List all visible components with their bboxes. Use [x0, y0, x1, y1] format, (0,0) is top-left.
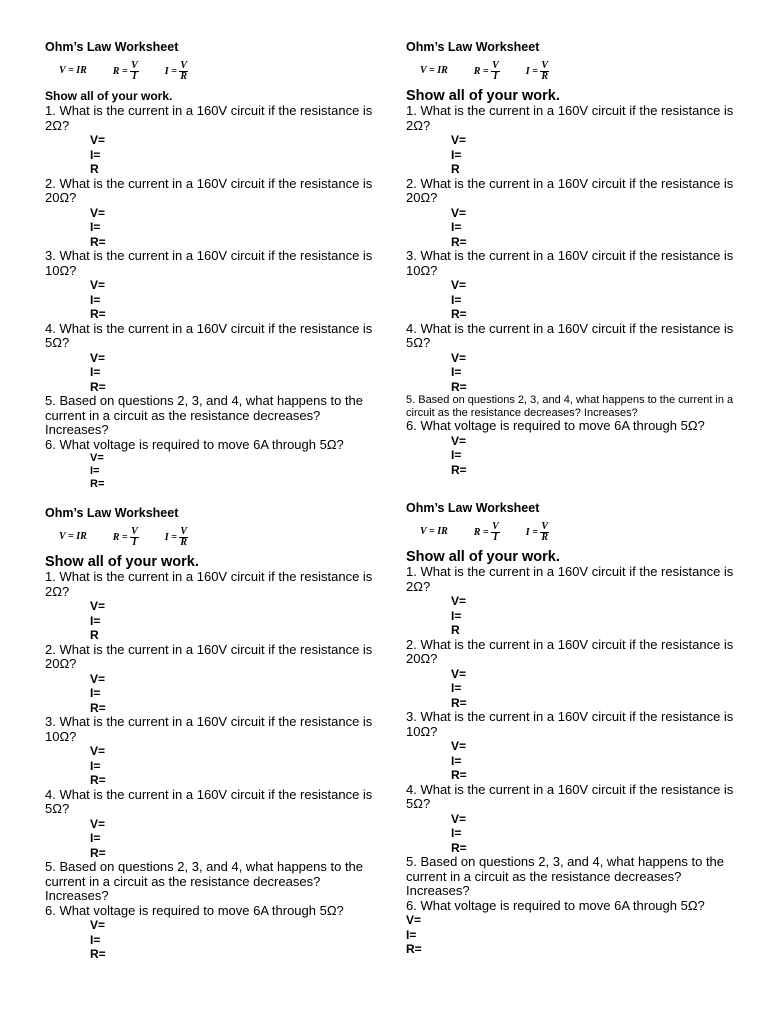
answer-label-v: V=: [451, 811, 467, 826]
answer-label-v: V=: [451, 205, 467, 220]
answer-label-r: R=: [451, 768, 467, 782]
formula-i: I = $\frac{V}{R}$: [164, 60, 188, 82]
worksheet-title: Ohm’s Law Worksheet: [45, 506, 179, 520]
answer-label-r: R=: [406, 942, 422, 956]
question-3: 3. What is the current in a 160V circuit if the resistance is 10Ω?: [406, 248, 734, 278]
question-4: 4. What is the current in a 160V circuit if the resistance is 5Ω?: [45, 786, 373, 816]
formula-row: [59, 525, 385, 551]
answer-label-i: I=: [451, 681, 462, 695]
formula-r: R = $\frac{V}{I}$: [473, 521, 499, 543]
question-1: 1. What is the current in a 160V circuit if the resistance is 2Ω?: [45, 569, 373, 599]
question-2: 2. What is the current in a 160V circuit if the resistance is 20Ω?: [45, 641, 373, 671]
answer-label-i: I=: [90, 365, 101, 379]
answer-label-v: V=: [90, 599, 106, 613]
question-2: 2. What is the current in a 160V circuit if the resistance is 20Ω?: [406, 175, 734, 205]
formula-r: R = $\frac{V}{I}$: [112, 526, 138, 548]
question-6: 6. What voltage is required to move 6A through 5Ω?: [406, 418, 705, 433]
question-2: 2. What is the current in a 160V circuit if the resistance is 20Ω?: [45, 175, 373, 205]
answer-label-i: I=: [451, 147, 462, 162]
worksheet-title: Ohm’s Law Worksheet: [406, 40, 540, 54]
answer-label-r: R=: [90, 307, 106, 321]
question-6: 6. What voltage is required to move 6A through 5Ω?: [406, 897, 705, 913]
show-work-instruction: Show all of your work.: [45, 553, 199, 570]
formula-v: V = IR: [420, 526, 448, 538]
answer-label-v: V=: [90, 918, 106, 932]
answer-label-i: I=: [451, 826, 462, 840]
question-4: 4. What is the current in a 160V circuit if the resistance is 5Ω?: [406, 781, 734, 811]
answer-group-q6: [45, 452, 385, 491]
answer-label-r: R: [90, 628, 99, 642]
answer-label-v: V=: [406, 913, 422, 927]
answer-label-i: I=: [90, 220, 101, 234]
answer-label-r: R=: [90, 379, 106, 394]
answer-label-i: I=: [451, 365, 462, 379]
answer-label-v: V=: [90, 452, 104, 464]
formula-r: R = $\frac{V}{I}$: [112, 60, 138, 82]
answer-label-i: I=: [406, 927, 417, 942]
answer-label-r: R: [90, 162, 99, 176]
answer-label-r: R=: [90, 478, 105, 490]
answer-label-i: I=: [90, 831, 101, 845]
answer-label-i: I=: [90, 465, 100, 477]
answer-label-v: V=: [90, 278, 106, 292]
answer-label-v: V=: [451, 594, 467, 608]
formula-row: [420, 520, 746, 546]
answer-label-v: V=: [451, 350, 467, 365]
formula-i: I = $\frac{V}{R}$: [525, 521, 549, 543]
question-5: 5. Based on questions 2, 3, and 4, what happens to the current in a circuit as the resistance decreases? Increases?: [45, 393, 364, 437]
answer-label-v: V=: [90, 350, 106, 365]
formula-row: [420, 59, 746, 85]
question-3: 3. What is the current in a 160V circuit if the resistance is 10Ω?: [45, 248, 373, 278]
answer-label-v: V=: [451, 433, 467, 448]
question-1: 1. What is the current in a 160V circuit if the resistance is 2Ω?: [406, 103, 734, 133]
formula-v: V = IR: [59, 531, 87, 543]
answer-label-r: R=: [90, 845, 106, 860]
formula-row: [59, 59, 385, 85]
answer-label-r: R=: [451, 840, 467, 855]
worksheet-bottom-left: [45, 506, 385, 962]
question-4: 4. What is the current in a 160V circuit if the resistance is 5Ω?: [406, 320, 734, 350]
answer-label-v: V=: [451, 133, 467, 147]
worksheet-top-left: [45, 40, 385, 491]
answer-label-i: I=: [451, 220, 462, 234]
answer-label-v: V=: [90, 133, 106, 147]
answer-label-r: R=: [90, 700, 106, 715]
formula-v: V = IR: [59, 65, 87, 77]
show-work-instruction: Show all of your work.: [406, 87, 560, 104]
worksheet-bottom-right: [406, 501, 746, 957]
worksheet-top-right: [406, 40, 746, 477]
answer-label-r: R=: [451, 462, 467, 477]
formula-i: I = $\frac{V}{R}$: [525, 60, 549, 82]
formula-r: R = $\frac{V}{I}$: [473, 60, 499, 82]
answer-label-r: R: [451, 623, 460, 637]
question-5: 5. Based on questions 2, 3, and 4, what happens to the current in a circuit as the resistance decreases? Increases?: [406, 394, 734, 419]
answer-label-r: R=: [90, 947, 106, 961]
question-1: 1. What is the current in a 160V circuit if the resistance is 2Ω?: [45, 103, 373, 133]
answer-label-r: R=: [451, 379, 467, 394]
answer-label-i: I=: [90, 686, 101, 700]
formula-i: I = $\frac{V}{R}$: [164, 526, 188, 548]
answer-label-i: I=: [451, 448, 462, 462]
answer-label-v: V=: [90, 205, 106, 220]
answer-label-i: I=: [90, 147, 101, 162]
show-work-instruction: Show all of your work.: [406, 548, 560, 565]
worksheet-title: Ohm’s Law Worksheet: [45, 40, 179, 54]
answer-label-i: I=: [451, 753, 462, 768]
question-3: 3. What is the current in a 160V circuit if the resistance is 10Ω?: [45, 714, 373, 744]
answer-label-i: I=: [451, 608, 462, 623]
show-work-instruction: Show all of your work.: [45, 88, 173, 103]
answer-label-v: V=: [90, 744, 106, 758]
answer-label-v: V=: [451, 666, 467, 681]
question-2: 2. What is the current in a 160V circuit if the resistance is 20Ω?: [406, 636, 734, 666]
question-3: 3. What is the current in a 160V circuit if the resistance is 10Ω?: [406, 709, 734, 739]
worksheet-title: Ohm’s Law Worksheet: [406, 501, 540, 515]
answer-label-v: V=: [451, 739, 467, 753]
question-5: 5. Based on questions 2, 3, and 4, what happens to the current in a circuit as the resistance decreases? Increases?: [45, 859, 364, 903]
answer-label-i: I=: [90, 932, 101, 947]
answer-label-r: R=: [90, 234, 106, 249]
answer-label-v: V=: [90, 671, 106, 686]
answer-label-r: R=: [90, 773, 106, 787]
answer-label-r: R=: [451, 234, 467, 249]
answer-label-i: I=: [90, 292, 101, 307]
answer-label-i: I=: [90, 613, 101, 628]
question-6: 6. What voltage is required to move 6A through 5Ω?: [45, 902, 344, 918]
answer-label-r: R=: [451, 307, 467, 321]
formula-v: V = IR: [420, 65, 448, 77]
question-5: 5. Based on questions 2, 3, and 4, what happens to the current in a circuit as the resistance decreases? Increases?: [406, 854, 725, 898]
question-1: 1. What is the current in a 160V circuit if the resistance is 2Ω?: [406, 564, 734, 594]
answer-label-v: V=: [451, 278, 467, 292]
answer-label-v: V=: [90, 816, 106, 831]
answer-label-r: R: [451, 162, 460, 176]
question-4: 4. What is the current in a 160V circuit if the resistance is 5Ω?: [45, 320, 373, 350]
answer-label-r: R=: [451, 695, 467, 710]
answer-label-i: I=: [451, 292, 462, 307]
answer-group-q6: [406, 913, 746, 957]
question-6: 6. What voltage is required to move 6A through 5Ω?: [45, 436, 344, 452]
answer-label-i: I=: [90, 758, 101, 773]
